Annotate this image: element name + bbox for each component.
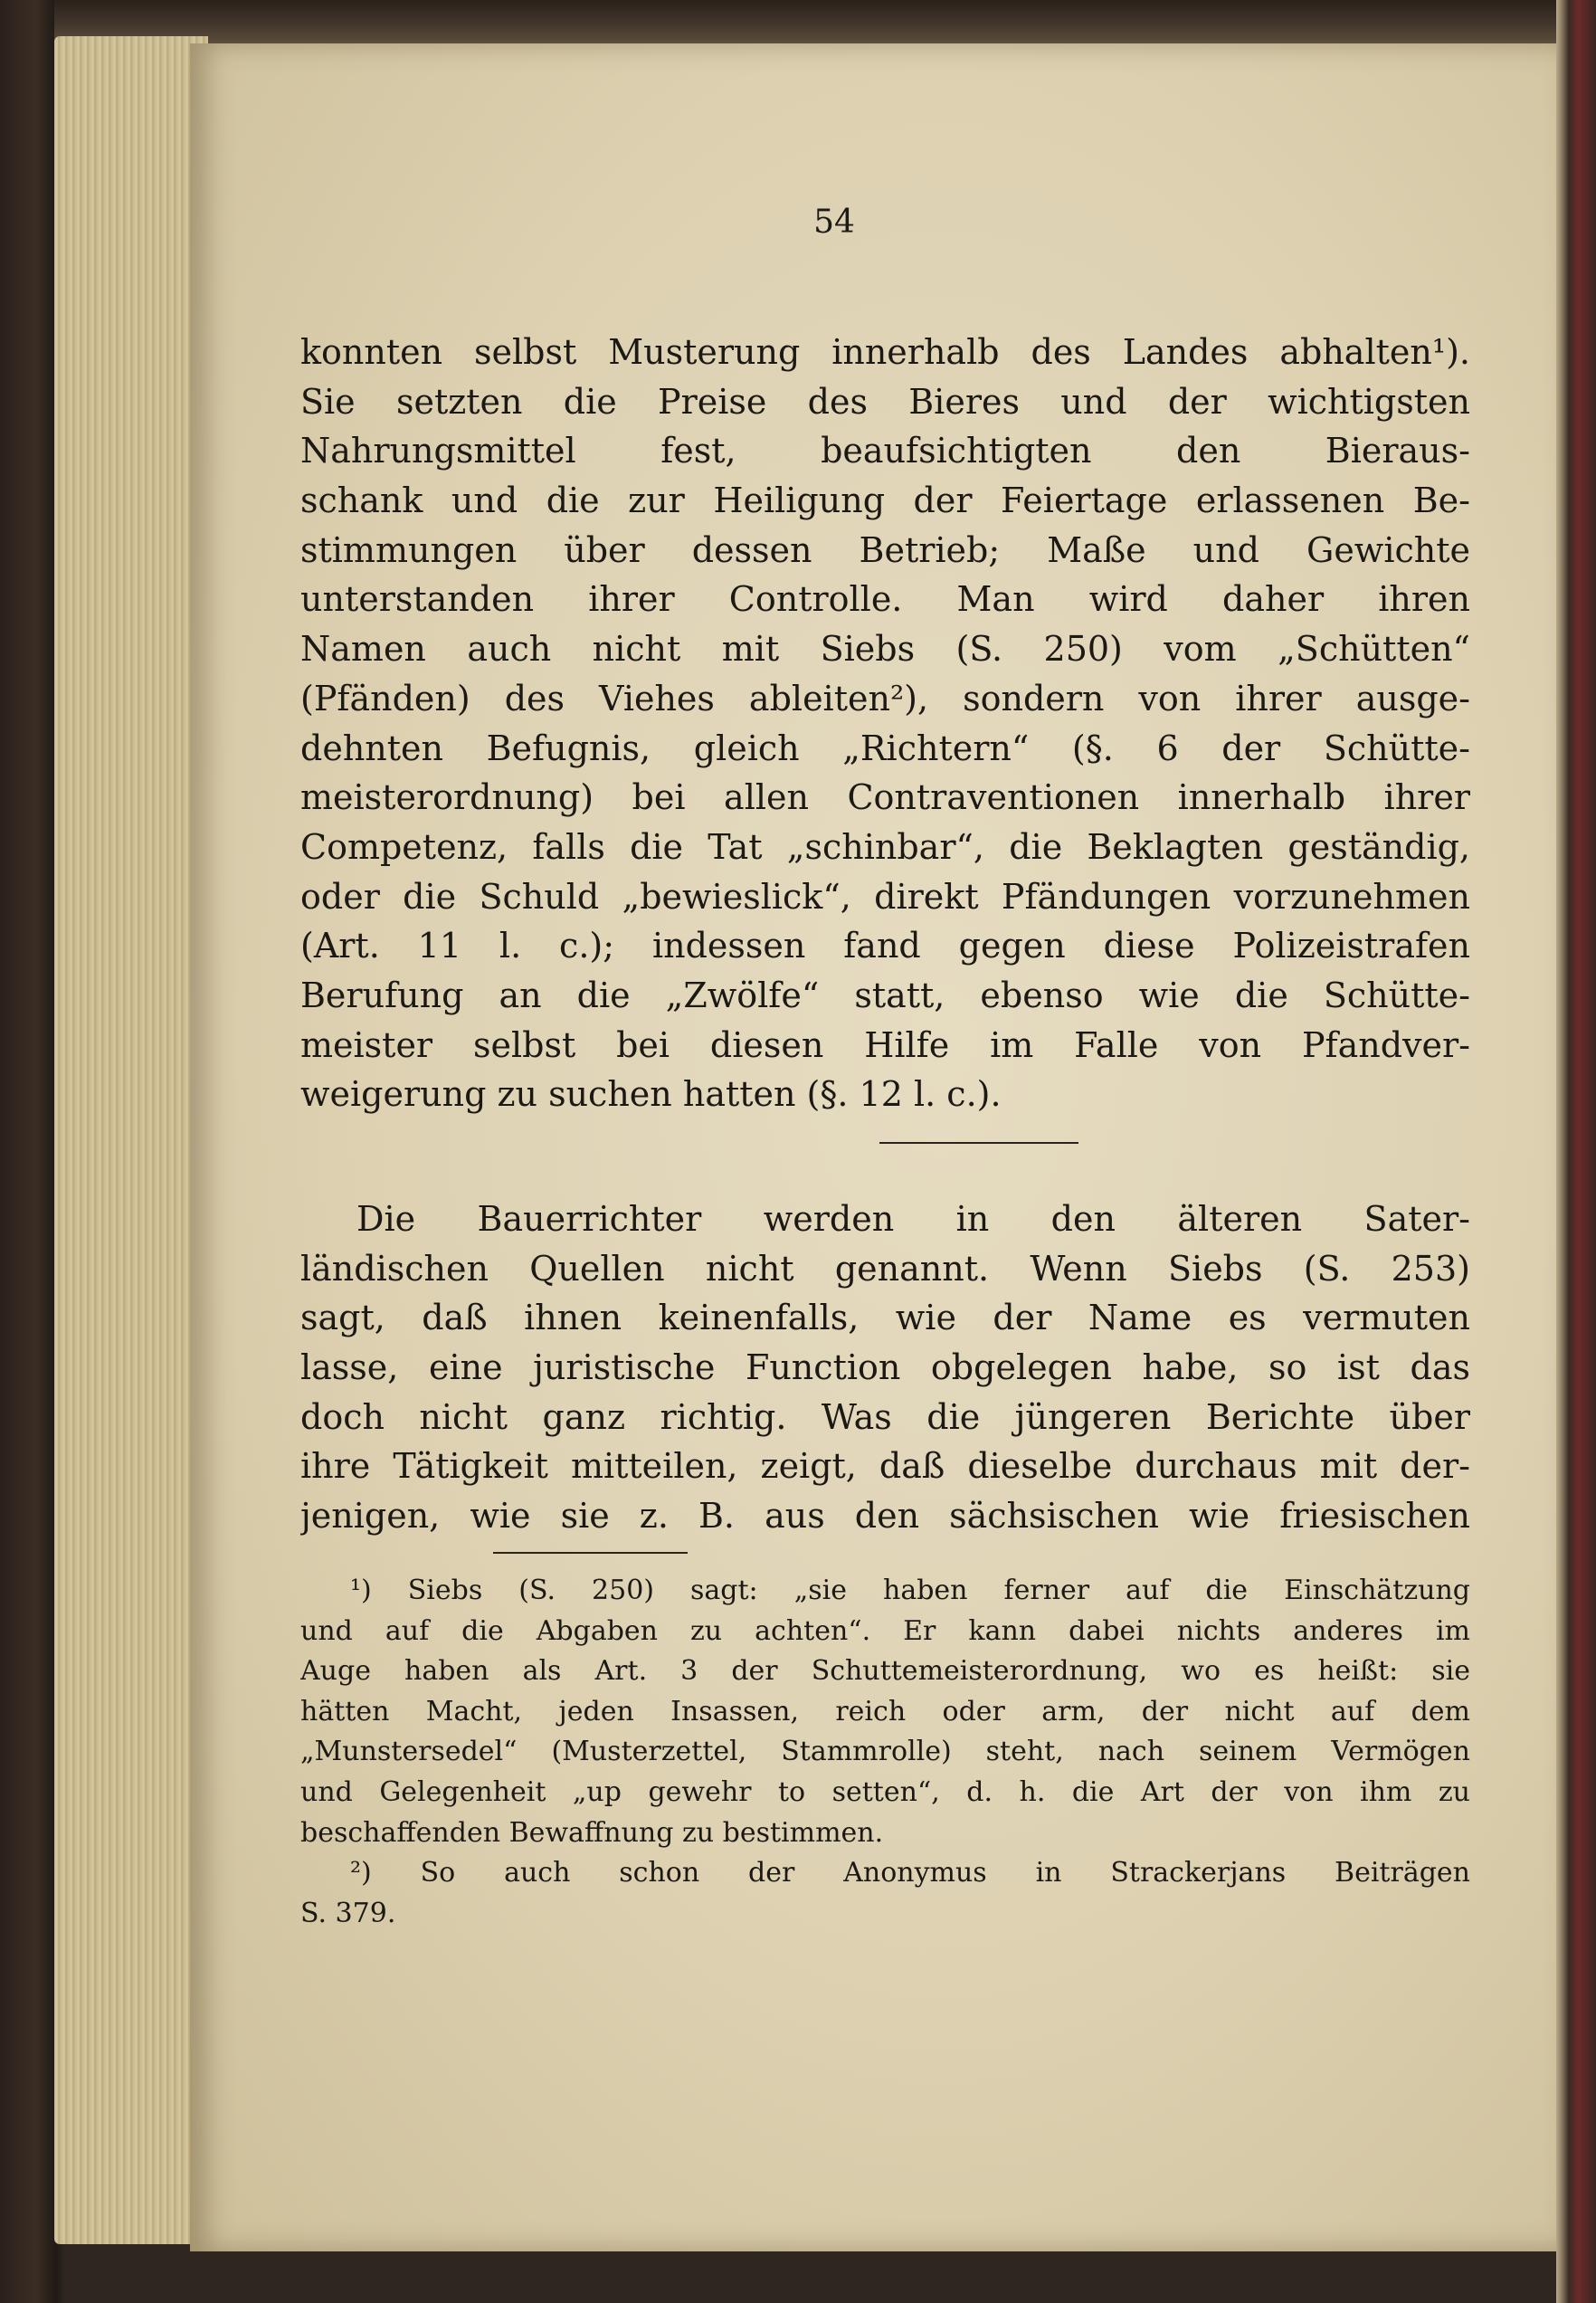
footnote-1-line: hätten Macht, jeden Insassen, reich oder arm, der nicht auf dem (300, 1695, 1470, 1727)
footnote-divider (493, 1552, 688, 1554)
text-line: unterstanden ihrer Controlle. Man wird daher ihren (300, 579, 1470, 620)
page-number: 54 (813, 204, 855, 241)
text-line: sagt, daß ihnen keinenfalls, wie der Name es vermuten (300, 1298, 1470, 1338)
footnote-1-line: Auge haben als Art. 3 der Schuttemeisterordnung, wo es heißt: sie (300, 1655, 1470, 1688)
footnote-1-line: und auf die Abgaben zu achten“. Er kann dabei nichts anderes im (300, 1614, 1470, 1647)
paragraph-1 (300, 328, 1470, 1119)
section-divider (879, 1142, 1078, 1144)
text-line: doch nicht ganz richtig. Was die jüngeren Berichte über (300, 1396, 1470, 1437)
text-line: meister selbst bei diesen Hilfe im Falle von Pfandver- (300, 1024, 1470, 1065)
text-line: Competenz, falls die Tat „schinbar“, die Beklagten geständig, (300, 826, 1470, 867)
text-line: oder die Schuld „bewieslick“, direkt Pfändungen vorzunehmen (300, 876, 1470, 917)
paragraph-2 (300, 1194, 1470, 1541)
text-line: schank und die zur Heiligung der Feiertage erlassenen Be- (300, 481, 1470, 521)
text-line: ländischen Quellen nicht genannt. Wenn Siebs (S. 253) (300, 1248, 1470, 1289)
footnote-1-line: beschaffenden Bewaffnung zu bestimmen. (300, 1816, 884, 1849)
text-line: dehnten Befugnis, gleich „Richtern“ (§. 6 der Schütte- (300, 728, 1470, 768)
text-line: (Art. 11 l. c.); indessen fand gegen diese Polizeistrafen (300, 926, 1470, 966)
page-edges (54, 36, 208, 2244)
text-line: (Pfänden) des Viehes ableiten²), sondern von ihrer ausge- (300, 678, 1470, 718)
footnote-1-line: und Gelegenheit „up gewehr to setten“, d. h. die Art der von ihm zu (300, 1775, 1470, 1808)
text-line: weigerung zu suchen hatten (§. 12 l. c.). (300, 1074, 1002, 1115)
text-line: lasse, eine juristische Function obgelegen habe, so ist das (300, 1347, 1470, 1388)
text-line: meisterordnung) bei allen Contraventionen innerhalb ihrer (300, 777, 1470, 818)
text-line: Die Bauerrichter werden in den älteren Sater- (356, 1199, 1470, 1239)
text-line: ihre Tätigkeit mitteilen, zeigt, daß dieselbe durchaus mit der- (300, 1446, 1470, 1487)
text-line: Namen auch nicht mit Siebs (S. 250) vom „Schütten“ (300, 629, 1470, 670)
footnote-1-line: ¹) Siebs (S. 250) sagt: „sie haben ferner auf die Einschätzung (350, 1575, 1470, 1606)
footnote-2-line: S. 379. (300, 1897, 396, 1929)
footnotes (300, 1571, 1470, 1934)
text-line: stimmungen über dessen Betrieb; Maße und Gewichte (300, 529, 1470, 570)
book-binding-edge (1556, 0, 1596, 2303)
footnote-1-line: „Munstersedel“ (Musterzettel, Stammrolle) steht, nach seinem Vermögen (300, 1736, 1470, 1768)
text-line: Nahrungsmittel fest, beaufsichtigten den Bieraus- (300, 431, 1470, 471)
text-line: jenigen, wie sie z. B. aus den sächsischen wie friesischen (300, 1496, 1470, 1537)
footnote-2-line: ²) So auch schon der Anonymus in Strackerjans Beiträgen (350, 1857, 1470, 1889)
text-line: konnten selbst Musterung innerhalb des Landes abhalten¹). (300, 332, 1470, 372)
text-line: Sie setzten die Preise des Bieres und der wichtigsten (300, 381, 1470, 422)
text-line: Berufung an die „Zwölfe“ statt, ebenso wie die Schütte- (300, 975, 1470, 1015)
